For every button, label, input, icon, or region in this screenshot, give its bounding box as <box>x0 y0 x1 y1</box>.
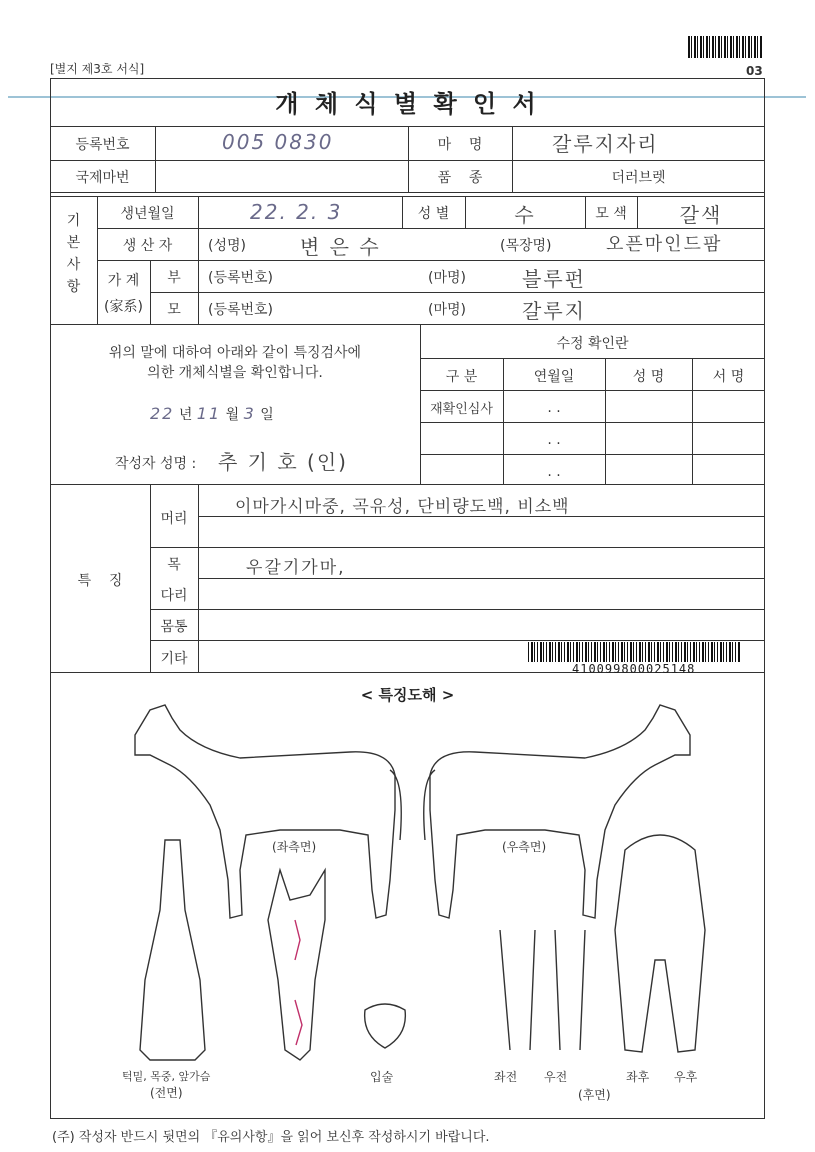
barcode-number: 410099800025148 <box>572 662 696 676</box>
lips-label: 입술 <box>370 1070 394 1084</box>
form-title: 개 체 식 별 확 인 서 <box>275 90 540 118</box>
sire-name-label: (마명) <box>428 270 466 286</box>
dam-value: 갈루지 <box>522 299 586 323</box>
left-side-label: (좌측면) <box>272 840 317 854</box>
front-legs-outline <box>500 930 585 1050</box>
sex-label: 성 별 <box>417 206 450 222</box>
color-value: 갈색 <box>679 203 723 227</box>
revision-header-category: 구 분 <box>445 369 478 385</box>
confirm-text-line1: 위의 말에 대하여 아래와 같이 특징검사에 <box>108 345 362 361</box>
page-number: 03 <box>746 64 763 78</box>
revision-title: 수정 확인란 <box>556 336 629 352</box>
writer-value: 추 기 호 (인) <box>218 450 348 474</box>
left-hind-label: 좌후 <box>626 1070 650 1084</box>
sire-value: 블루펀 <box>522 267 586 291</box>
rear-view-outline <box>615 835 705 1052</box>
birth-date-value: 22. 2. 3 <box>250 200 343 224</box>
head-front-outline <box>268 870 325 1060</box>
confirm-date: 22 년 11 월 3 일 <box>150 404 274 423</box>
left-front-label: 좌전 <box>494 1070 518 1084</box>
revision-row-category: 재확인심사 <box>430 402 493 417</box>
writer-label: 작성자 성명 : <box>115 456 197 472</box>
sex-value: 수 <box>514 203 536 227</box>
right-side-horse-outline <box>430 705 690 918</box>
farm-value: 오픈마인드팜 <box>606 234 723 255</box>
producer-name-label: (성명) <box>208 238 246 254</box>
dam-label: 모 <box>167 302 181 318</box>
head-label: 머리 <box>160 511 188 527</box>
basic-section-label: 기 본 사 항 <box>66 213 81 295</box>
footer-note: (주) 작성자 반드시 뒷면의 『유의사항』을 읽어 보신후 작성하시기 바랍니다. <box>52 1130 490 1145</box>
legs-label: 다리 <box>160 588 188 604</box>
color-label: 모 색 <box>595 206 627 222</box>
right-side-label: (우측면) <box>502 840 547 854</box>
other-label: 기타 <box>160 651 188 667</box>
diagram-title: < 특징도해 > <box>360 686 455 704</box>
sire-label: 부 <box>167 270 181 286</box>
international-number-label: 국제마번 <box>75 170 130 186</box>
horse-name-label: 마 명 <box>437 137 483 153</box>
left-side-horse-outline <box>135 705 395 918</box>
revision-row-date: . . <box>547 400 561 416</box>
right-front-label: 우전 <box>544 1070 568 1084</box>
front-view-label: (전면) <box>150 1086 183 1100</box>
breed-label: 품 종 <box>437 170 483 186</box>
confirm-text-line2: 의한 개체식별을 확인합니다. <box>147 365 323 381</box>
revision-header-name: 성 명 <box>632 369 665 385</box>
lips-outline <box>365 1004 406 1048</box>
body-label: 몸통 <box>160 619 188 635</box>
dam-name-label: (마명) <box>428 302 466 318</box>
right-hind-label: 우후 <box>674 1070 698 1084</box>
feature-barcode <box>528 642 740 662</box>
producer-label: 생 산 자 <box>122 238 173 254</box>
chest-view-outline <box>140 840 205 1060</box>
sire-reg-label: (등록번호) <box>208 270 274 286</box>
producer-name-value: 변 은 수 <box>300 235 381 259</box>
rear-view-label: (후면) <box>578 1088 611 1102</box>
farm-label: (목장명) <box>500 238 552 254</box>
top-barcode <box>688 36 762 58</box>
horse-name-value: 갈루지자리 <box>552 132 659 156</box>
features-section-label: 특 징 <box>77 573 123 589</box>
form-reference: [별지 제3호 서식] <box>50 62 145 76</box>
dam-reg-label: (등록번호) <box>208 302 274 318</box>
lineage-label: 가 계 <box>107 273 140 289</box>
registration-number-value: 005 0830 <box>222 130 334 154</box>
revision-header-date: 연월일 <box>533 369 575 385</box>
revision-row-date: . . <box>547 432 561 448</box>
lineage-sub-label: (家系) <box>104 299 143 315</box>
breed-value: 더러브렛 <box>611 170 666 186</box>
registration-number-label: 등록번호 <box>75 137 130 153</box>
revision-header-sign: 서 명 <box>712 369 745 385</box>
feature-diagram <box>50 680 765 1120</box>
neck-label: 목 <box>167 557 181 573</box>
head-value: 이마가시마중, 곡유성, 단비량도백, 비소백 <box>235 497 570 517</box>
neck-value: 우갈기가마, <box>246 558 346 578</box>
birth-date-label: 생년월일 <box>120 206 175 222</box>
revision-row-date: . . <box>547 464 561 480</box>
chest-label: 턱밑, 목중, 앞가슴 <box>122 1070 211 1083</box>
